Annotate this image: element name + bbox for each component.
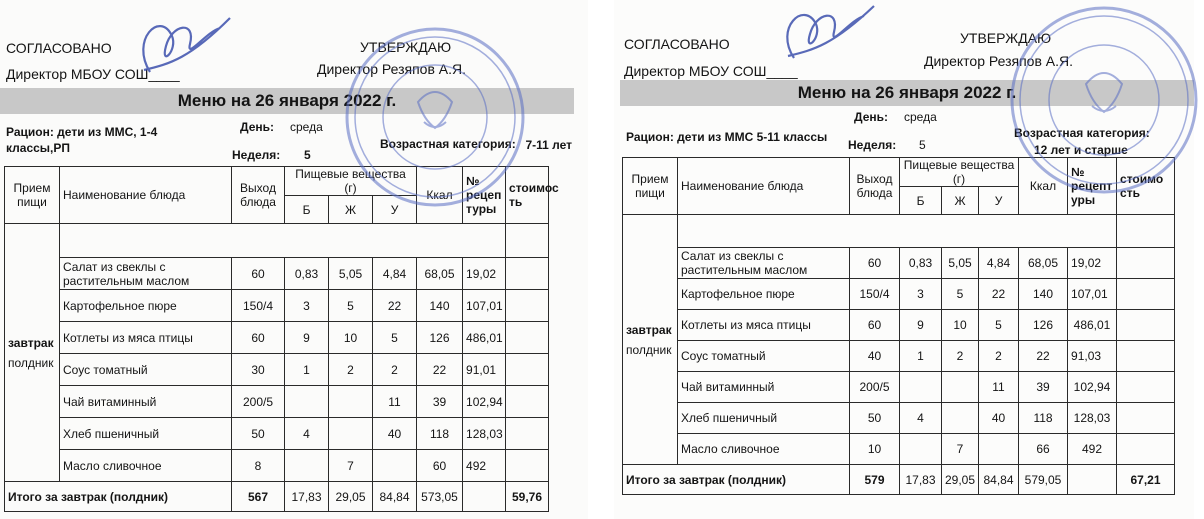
col-b-header: Б <box>900 187 942 215</box>
menu-title: Меню на 26 января 2022 г. <box>620 80 1194 106</box>
col-yield-header: Выход блюда <box>232 167 285 224</box>
week-value: 5 <box>304 148 311 162</box>
col-meal-header: Прием пищи <box>623 158 678 215</box>
table-row: Хлеб пшеничный 50 4 40 118 128,03 <box>5 418 549 450</box>
col-b-header: Б <box>285 196 329 224</box>
menu-title: Меню на 26 января 2022 г. <box>0 88 574 114</box>
approved-role: Директор МБОУ СОШ____ <box>6 66 180 82</box>
table-row: Котлеты из мяса птицы 60 9 10 5 126 486,01 <box>5 322 549 354</box>
table-row: Хлеб пшеничный 50 4 40 118 128,03 <box>623 403 1175 434</box>
week-label: Неделя: <box>848 138 897 152</box>
ration: Рацион: дети из ММС 5-11 классы <box>626 130 828 144</box>
table-row: Соус томатный 40 1 2 2 22 91,03 <box>623 341 1175 372</box>
total-row: Итого за завтрак (полдник) 579 17,83 29,05 84,84 579,05 67,21 <box>623 465 1175 495</box>
age-label: Возрастная категория: <box>1014 126 1150 140</box>
meal-cell: завтрак полдник <box>5 224 60 482</box>
approved-label: СОГЛАСОВАНО <box>624 36 730 52</box>
approve-role: Директор Резяпов А.Я. <box>317 61 466 77</box>
approved-role: Директор МБОУ СОШ____ <box>624 63 798 79</box>
table-row: Салат из свеклы с растительным маслом 60 0,83 5,05 4,84 68,05 19,02 <box>5 258 549 290</box>
col-nutrients-header: Пищевые вещества (г) <box>285 167 417 196</box>
week-label: Неделя: <box>232 148 281 162</box>
table-row <box>623 215 1175 248</box>
table-row: Котлеты из мяса птицы 60 9 10 5 126 486,01 <box>623 310 1175 341</box>
col-meal-header: Прием пищи <box>5 167 60 224</box>
age-label: Возрастная категория: <box>380 137 516 151</box>
col-nutrients-header: Пищевые вещества (г) <box>900 158 1019 187</box>
col-dish-header: Наименование блюда <box>60 167 232 224</box>
table-row: Картофельное пюре 150/4 3 5 22 140 107,01 <box>623 279 1175 310</box>
col-recipe-header: № рецепт уры <box>1068 158 1117 215</box>
table-row <box>5 224 549 258</box>
approve-label: УТВЕРЖДАЮ <box>360 39 452 55</box>
menu-table <box>4 166 559 512</box>
col-kcal-header: Ккал <box>417 167 463 224</box>
age-value: 12 лет и старше <box>1034 143 1128 157</box>
menu-table <box>622 157 1175 495</box>
table-row: Масло сливочное 8 7 60 492 <box>5 450 549 482</box>
col-yield-header: Выход блюда <box>850 158 900 215</box>
table-row: Масло сливочное 10 7 66 492 <box>623 434 1175 465</box>
table-row: Чай витаминный 200/5 11 39 102,94 <box>623 372 1175 403</box>
col-recipe-header: № рецеп туры <box>463 167 506 224</box>
total-row: Итого за завтрак (полдник) 567 17,83 29,05 84,84 573,05 59,76 <box>5 482 549 512</box>
table-row: Соус томатный 30 1 2 2 22 91,01 <box>5 354 549 386</box>
col-kcal-header: Ккал <box>1019 158 1068 215</box>
table-row: Картофельное пюре 150/4 3 5 22 140 107,01 <box>5 290 549 322</box>
menu-page-left <box>0 0 588 519</box>
menu-page-right <box>614 0 1194 519</box>
table-row: Чай витаминный 200/5 11 39 102,94 <box>5 386 549 418</box>
col-u-header: У <box>979 187 1019 215</box>
day-value: среда <box>290 120 323 134</box>
col-u-header: У <box>373 196 417 224</box>
day-value: среда <box>904 110 937 124</box>
age-value: 7-11 лет <box>525 138 572 152</box>
approve-role: Директор Резяпов А.Я. <box>924 53 1073 69</box>
meal-cell: завтрак полдник <box>623 215 678 465</box>
day-label: День: <box>240 120 274 134</box>
col-zh-header: Ж <box>942 187 979 215</box>
approve-label: УТВЕРЖДАЮ <box>960 30 1052 46</box>
week-value: 5 <box>919 138 926 152</box>
day-label: День: <box>854 110 888 124</box>
approved-label: СОГЛАСОВАНО <box>6 40 112 56</box>
table-row: Салат из свеклы с растительным маслом 60 0,83 5,05 4,84 68,05 19,02 <box>623 248 1175 279</box>
ration: Рацион: дети из ММС, 1-4 классы,РП <box>6 125 158 155</box>
col-cost-header: стоимос ть <box>506 167 549 224</box>
col-zh-header: Ж <box>329 196 373 224</box>
col-cost-header: стоимо сть <box>1117 158 1175 215</box>
col-dish-header: Наименование блюда <box>678 158 850 215</box>
